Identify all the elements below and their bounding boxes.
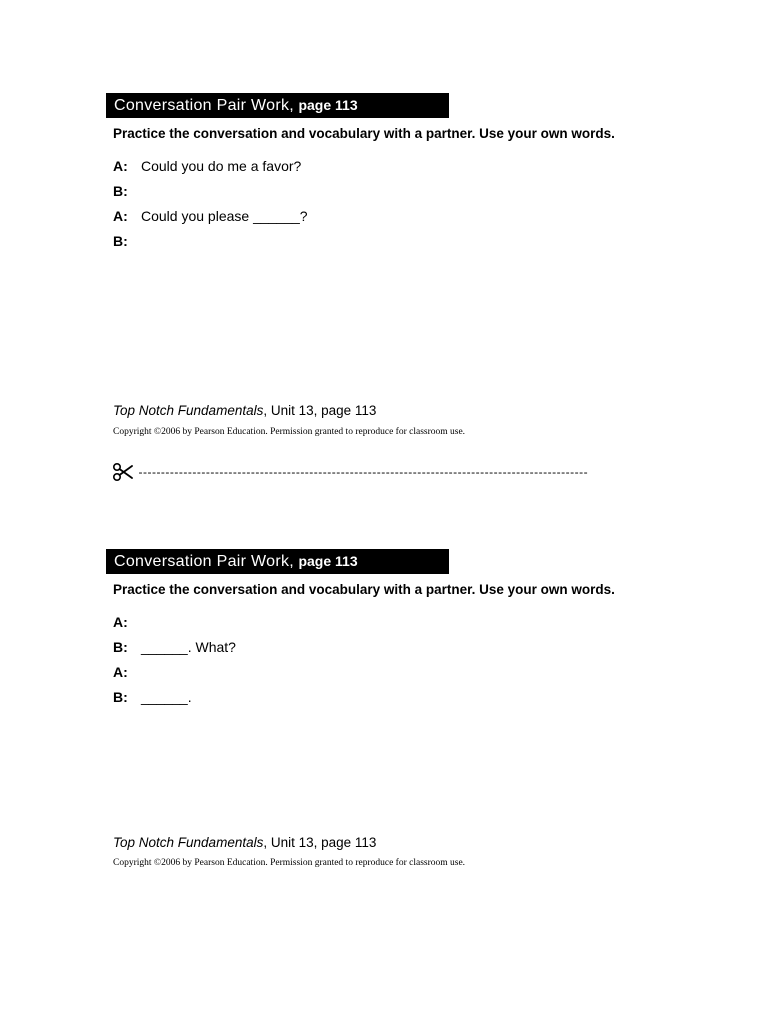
instruction-text: Practice the conversation and vocabulary with a partner. Use your own words. bbox=[113, 126, 615, 141]
dialogue-text: Could you please ______? bbox=[141, 208, 308, 224]
card-header-title: Conversation Pair Work, bbox=[114, 97, 295, 114]
dialogue-line bbox=[113, 182, 141, 200]
speaker-label: B: bbox=[113, 183, 128, 199]
speaker-label: A: bbox=[113, 158, 128, 174]
unit-page: , Unit 13, page 113 bbox=[263, 403, 377, 418]
cut-line bbox=[112, 462, 660, 484]
speaker-label: A: bbox=[113, 664, 128, 680]
speaker-label: A: bbox=[113, 614, 128, 630]
card-header-page: page 113 bbox=[298, 553, 358, 569]
speaker-label: B: bbox=[113, 639, 128, 655]
card-header bbox=[106, 93, 449, 118]
source-citation bbox=[113, 835, 376, 850]
speaker-label: A: bbox=[113, 208, 128, 224]
dialogue-text: ______. What? bbox=[141, 639, 236, 655]
dialogue-line bbox=[113, 613, 141, 631]
dialogue-text: ______. bbox=[141, 689, 192, 705]
card-header-title: Conversation Pair Work, bbox=[114, 553, 295, 570]
speaker-label: B: bbox=[113, 689, 128, 705]
book-title: Top Notch Fundamentals bbox=[113, 403, 264, 418]
dialogue-text: Could you do me a favor? bbox=[141, 158, 302, 174]
card-header bbox=[106, 549, 449, 574]
unit-page: , Unit 13, page 113 bbox=[263, 835, 377, 850]
copyright-notice: Copyright ©2006 by Pearson Education. Permission granted to reproduce for classroom use. bbox=[113, 858, 466, 868]
book-title: Top Notch Fundamentals bbox=[113, 835, 264, 850]
copyright-notice: Copyright ©2006 by Pearson Education. Permission granted to reproduce for classroom use. bbox=[113, 427, 466, 437]
source-citation bbox=[113, 403, 376, 418]
dialogue-line bbox=[113, 663, 141, 681]
dialogue-line bbox=[113, 688, 192, 706]
instruction-text: Practice the conversation and vocabulary with a partner. Use your own words. bbox=[113, 582, 615, 597]
dialogue-line bbox=[113, 232, 141, 250]
speaker-label: B: bbox=[113, 233, 128, 249]
cut-dashes: ---------------------------------------------------------------------------------------------------- bbox=[138, 465, 589, 479]
dialogue-line bbox=[113, 157, 301, 175]
card-header-page: page 113 bbox=[298, 97, 358, 113]
scissors-icon bbox=[112, 462, 134, 482]
dialogue-line bbox=[113, 638, 236, 656]
dialogue-line bbox=[113, 207, 308, 225]
